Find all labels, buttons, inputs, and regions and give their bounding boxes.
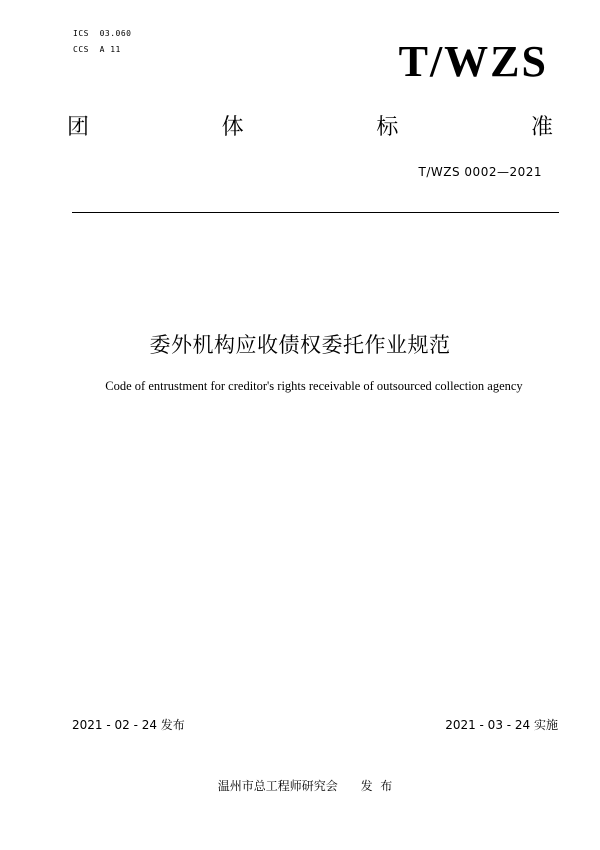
publisher-org: 温州市总工程师研究会 xyxy=(217,779,338,793)
document-title-english: Code of entrustment for creditor's rights receivable of outsourced collection agency xyxy=(105,379,523,393)
standard-type-char: 团 xyxy=(67,115,90,140)
standard-type-heading xyxy=(67,117,553,139)
standard-type-char: 准 xyxy=(530,115,553,140)
standard-brand-logo: T/WZS xyxy=(398,37,548,86)
implementation-date: 2021 - 03 - 24 实施 xyxy=(445,718,558,732)
publish-action: 发 布 xyxy=(360,779,393,793)
document-title-chinese: 委外机构应收债权委托作业规范 xyxy=(149,333,451,357)
standard-type-char: 标 xyxy=(376,115,399,140)
standard-number: T/WZS 0002—2021 xyxy=(418,165,542,179)
standard-type-char: 体 xyxy=(221,115,244,140)
ics-code: ICS 03.060 xyxy=(73,29,132,38)
issue-date: 2021 - 02 - 24 发布 xyxy=(72,718,185,732)
header-divider xyxy=(72,212,559,213)
publisher-line xyxy=(0,777,600,794)
ccs-code: CCS A 11 xyxy=(73,45,121,54)
